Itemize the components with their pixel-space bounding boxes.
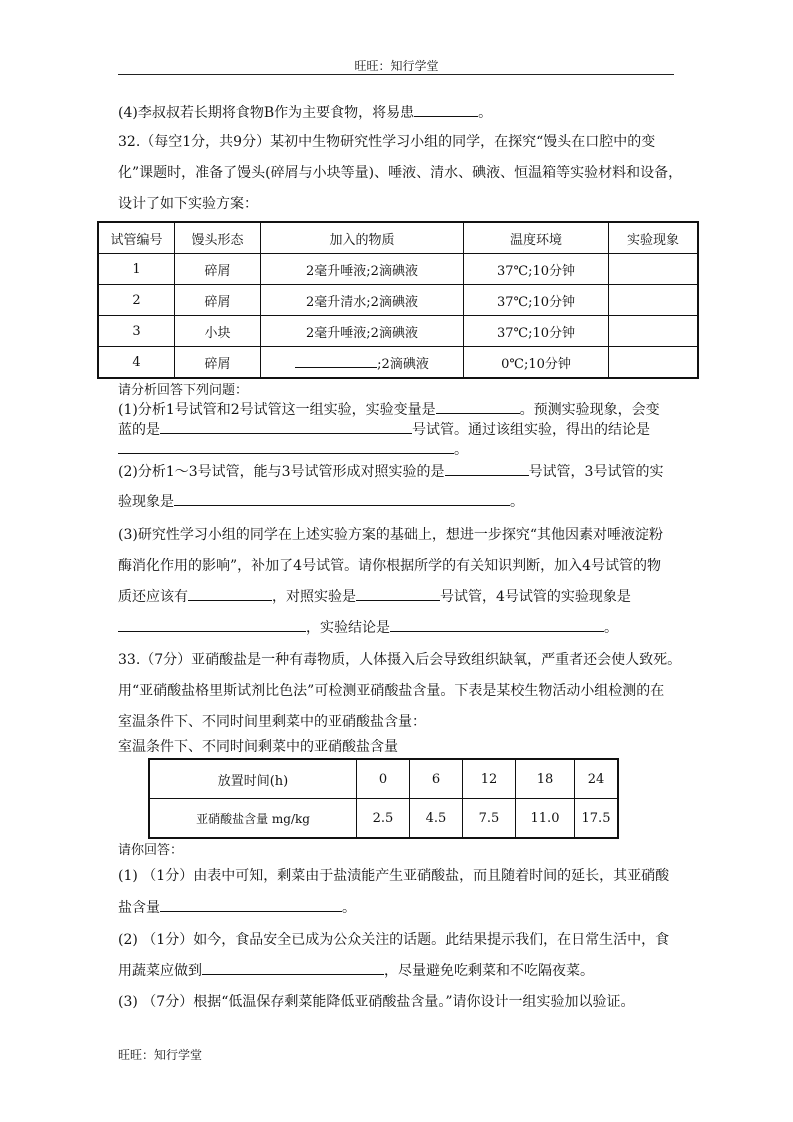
col-header: 加入的物质 bbox=[261, 222, 464, 254]
q32-p3-line3: 质还应该有 ，对照实验是 号试管，4号试管的实验现象是 bbox=[118, 589, 631, 605]
experiment-table bbox=[97, 221, 699, 379]
cell-tube-id: 1 bbox=[98, 254, 175, 285]
cell-tube-id: 2 bbox=[98, 285, 175, 316]
q32-intro-3: 设计了如下实验方案： bbox=[118, 196, 258, 212]
answer-blank[interactable] bbox=[160, 899, 342, 912]
q33-p1-line1: (1) （1分）由表中可知，剩菜由于盐渍能产生亚硝酸盐，而且随着时间的延长，其亚硝酸 bbox=[118, 868, 670, 884]
answer-blank[interactable] bbox=[436, 401, 520, 414]
col-header: 实验现象 bbox=[609, 222, 699, 254]
q32-p3-line1: (3)研究性学习小组的同学在上述实验方案的基础上，想进一步探究“其他因素对唾液淀粉 bbox=[118, 527, 663, 543]
cell-result[interactable] bbox=[609, 316, 699, 347]
q32-p1-line2: 蓝的是 号试管。通过该组实验，得出的结论是 bbox=[118, 422, 650, 438]
cell-substance: 2毫升唾液;2滴碘液 bbox=[261, 316, 464, 347]
cell-result[interactable] bbox=[609, 285, 699, 316]
nitrite-table bbox=[148, 758, 619, 839]
cell-substance: ;2滴碘液 bbox=[261, 347, 464, 379]
cell-substance: 2毫升唾液;2滴碘液 bbox=[261, 254, 464, 285]
answer-blank[interactable] bbox=[174, 493, 510, 506]
q32-p3-line4: ，实验结论是 。 bbox=[118, 619, 618, 637]
q32-p2-line1: (2)分析1～3号试管，能与3号试管形成对照实验的是 号试管，3号试管的实 bbox=[118, 464, 664, 480]
table-row bbox=[149, 799, 618, 839]
cell-time: 0 bbox=[357, 759, 410, 799]
col-header: 温度环境 bbox=[464, 222, 609, 254]
q33-intro-1: 33.（7分）亚硝酸盐是一种有毒物质，人体摄入后会导致组织缺氧，严重者还会使人致死。 bbox=[118, 652, 682, 668]
cell-value: 2.5 bbox=[357, 799, 410, 839]
header-rule bbox=[118, 74, 674, 75]
row-label: 放置时间(h) bbox=[149, 759, 357, 799]
answer-blank[interactable] bbox=[356, 588, 440, 601]
answer-blank[interactable] bbox=[118, 441, 454, 454]
answer-blank[interactable] bbox=[390, 619, 604, 632]
row-label: 亚硝酸盐含量 mg/kg bbox=[149, 799, 357, 839]
cell-form: 碎屑 bbox=[175, 285, 261, 316]
answer-blank[interactable] bbox=[202, 962, 384, 975]
cell-value: 17.5 bbox=[575, 799, 619, 839]
q33-intro-2: 用“亚硝酸盐格里斯试剂比色法”可检测亚硝酸盐含量。下表是某校生物活动小组检测的在 bbox=[118, 683, 665, 699]
cell-time: 6 bbox=[410, 759, 463, 799]
q33-p2-line2: 用蔬菜应做到 ，尽量避免吃剩菜和不吃隔夜菜。 bbox=[118, 963, 594, 979]
q32-p1-line1: (1)分析1号试管和2号试管这一组实验，实验变量是 。预测实验现象，会变 bbox=[118, 402, 660, 418]
cell-temp: 37℃;10分钟 bbox=[464, 285, 609, 316]
cell-result[interactable] bbox=[609, 347, 699, 379]
q32-p2-line2: 验现象是 。 bbox=[118, 494, 524, 510]
cell-time: 18 bbox=[516, 759, 575, 799]
cell-form: 碎屑 bbox=[175, 254, 261, 285]
cell-value: 4.5 bbox=[410, 799, 463, 839]
cell-temp: 37℃;10分钟 bbox=[464, 254, 609, 285]
answer-blank[interactable] bbox=[118, 619, 306, 632]
q33-p2-line1: (2) （1分）如今，食品安全已成为公众关注的话题。此结果提示我们，在日常生活中，食 bbox=[118, 932, 670, 948]
cell-time: 12 bbox=[463, 759, 516, 799]
cell-tube-id: 4 bbox=[98, 347, 175, 379]
answer-blank[interactable] bbox=[188, 588, 272, 601]
cell-value: 11.0 bbox=[516, 799, 575, 839]
col-header: 试管编号 bbox=[98, 222, 175, 254]
answer-blank[interactable] bbox=[160, 421, 412, 434]
cell-tube-id: 3 bbox=[98, 316, 175, 347]
cell-value: 7.5 bbox=[463, 799, 516, 839]
cell-form: 小块 bbox=[175, 316, 261, 347]
q33-table-title: 室温条件下、不同时间剩菜中的亚硝酸盐含量 bbox=[118, 739, 398, 755]
q32-p1-line3: 。 bbox=[118, 441, 468, 459]
cell-result[interactable] bbox=[609, 254, 699, 285]
q33-prompt: 请你回答： bbox=[118, 843, 184, 858]
cell-substance: 2毫升清水;2滴碘液 bbox=[261, 285, 464, 316]
q32-p3-line2: 酶消化作用的影响”，补加了4号试管。请你根据所学的有关知识判断，加入4号试管的物 bbox=[118, 558, 661, 574]
answer-blank[interactable] bbox=[295, 355, 377, 368]
table-header-row bbox=[98, 222, 698, 254]
page-header: 旺旺：知行学堂 bbox=[354, 59, 439, 73]
q31-4-text: (4)李叔叔若长期将食物B作为主要食物，将易患 bbox=[118, 105, 415, 121]
cell-time: 24 bbox=[575, 759, 619, 799]
cell-temp: 37℃;10分钟 bbox=[464, 316, 609, 347]
table-row bbox=[98, 285, 698, 316]
answer-blank[interactable] bbox=[445, 463, 529, 476]
q32-intro-1: 32.（每空1分，共9分）某初中生物研究性学习小组的同学，在探究“馒头在口腔中的变 bbox=[118, 134, 656, 150]
table-row bbox=[98, 316, 698, 347]
table-row bbox=[149, 759, 618, 799]
q32-intro-2: 化”课题时，准备了馒头(碎屑与小块等量)、唾液、清水、碘液、恒温箱等实验材料和设备， bbox=[118, 165, 683, 181]
q32-prompt: 请分析回答下列问题： bbox=[118, 383, 249, 398]
q33-p3-line: (3) （7分）根据“低温保存剩菜能降低亚硝酸盐含量。”请你设计一组实验加以验证。 bbox=[118, 994, 635, 1010]
q31-4-line: (4)李叔叔若长期将食物B作为主要食物，将易患 。 bbox=[118, 105, 493, 121]
page-footer: 旺旺：知行学堂 bbox=[118, 1048, 203, 1062]
q33-intro-3: 室温条件下、不同时间里剩菜中的亚硝酸盐含量： bbox=[118, 714, 426, 730]
table-row bbox=[98, 254, 698, 285]
table-row bbox=[98, 347, 698, 379]
col-header: 馒头形态 bbox=[175, 222, 261, 254]
cell-temp: 0℃;10分钟 bbox=[464, 347, 609, 379]
answer-blank[interactable] bbox=[414, 104, 478, 117]
q33-p1-line2: 盐含量 。 bbox=[118, 900, 356, 916]
cell-form: 碎屑 bbox=[175, 347, 261, 379]
